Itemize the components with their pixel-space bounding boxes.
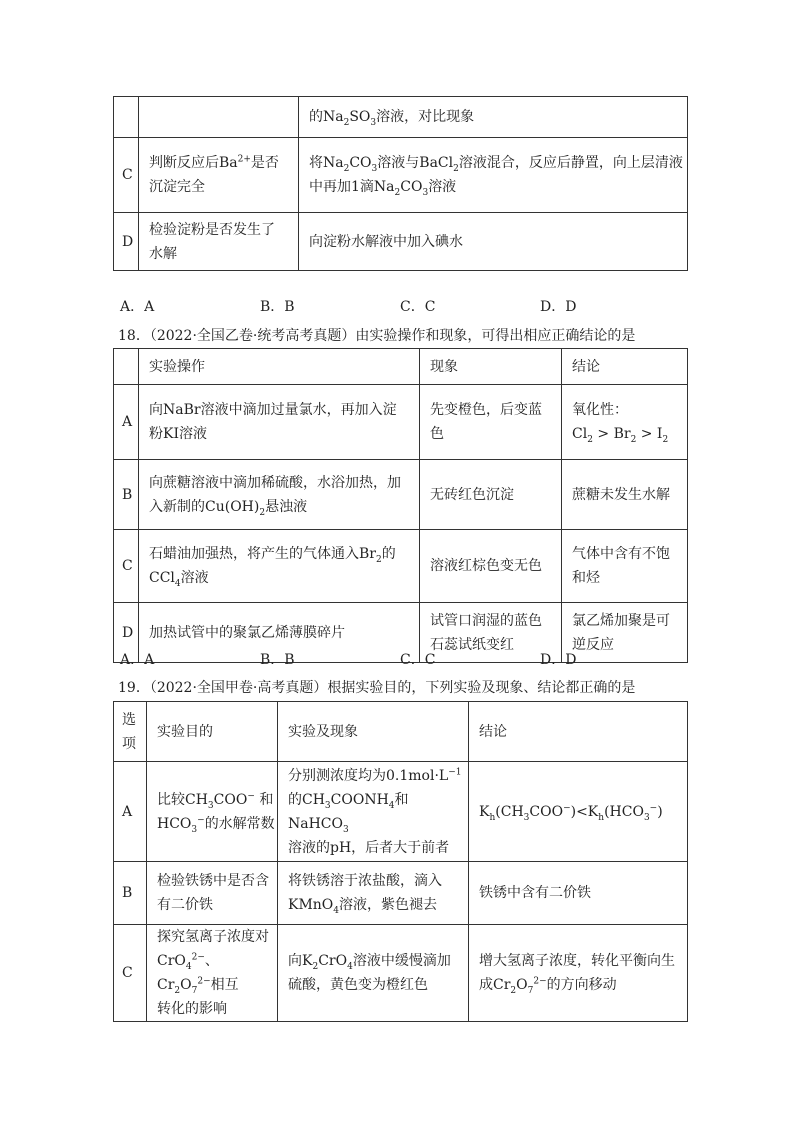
phenomenon-cell: 溶液红棕色变无色 [420,530,562,603]
phenomenon-cell: 先变橙色，后变蓝色 [420,385,562,460]
operation-cell: 将$Na_2CO_3$溶液与BaCl$_2$溶液混合，反应后静置，向上层清液 中再加1滴$Na_2CO_3$溶液 [299,138,688,213]
option-label: D [114,213,139,271]
choice-b[interactable]: B．B [260,299,295,315]
operation-cell: 加热试管中的聚氯乙烯薄膜碎片 [139,603,420,663]
option-label: C [114,138,139,213]
purpose-cell: 比较$CH_3COO^-$ 和 $HCO_3^-$的水解常数 [147,762,278,862]
table-row [114,138,688,213]
question-19-table [113,701,688,1022]
option-label: C [114,530,139,603]
choice-a[interactable]: A．A [120,652,155,668]
table-row [114,385,688,460]
conclusion-cell: 氯乙烯加聚是可逆反应 [562,603,688,663]
table-row [114,97,688,138]
header-phenomenon: 现象 [420,349,562,385]
choice-a[interactable]: A．A [120,299,155,315]
table-row [114,925,688,1022]
option-label: A [114,385,139,460]
conclusion-cell: 氧化性： $Cl_2 > Br_2 > I_2$ [562,385,688,460]
prev-question-table [113,96,688,271]
question-19-title: 19．（2022·全国甲卷·高考真题）根据实验目的，下列实验及现象、结论都正确的是 [118,680,636,696]
header-blank [114,349,139,385]
option-label: B [114,460,139,530]
table-row [114,862,688,925]
option-label: A [114,762,147,862]
conclusion-cell: $K_h(CH_3COO^-)<K_h(HCO_3^-)$ [469,762,688,862]
header-operation: 实验操作 [139,349,420,385]
phenomenon-cell: 试管口润湿的蓝色石蕊试纸变红 [420,603,562,663]
operation-cell: 石蜡油加强热，将产生的气体通入$Br_2$的 CCl$_4$溶液 [139,530,420,603]
table-row [114,460,688,530]
conclusion-cell: 铁锈中含有二价铁 [469,862,688,925]
table-row [114,762,688,862]
experiment-cell: 向$K_2CrO_4$溶液中缓慢滴加 硫酸，黄色变为橙红色 [278,925,469,1022]
purpose-cell [139,97,299,138]
choice-b[interactable]: B．B [260,652,295,668]
conclusion-cell: 气体中含有不饱和烃 [562,530,688,603]
table-row [114,213,688,271]
option-label: D [114,603,139,663]
option-label [114,97,139,138]
operation-cell: 向淀粉水解液中加入碘水 [299,213,688,271]
purpose-cell: 检验铁锈中是否含有二价铁 [147,862,278,925]
conclusion-cell: 蔗糖未发生水解 [562,460,688,530]
experiment-cell: 将铁锈溶于浓盐酸，滴入 KMnO$_4$溶液，紫色褪去 [278,862,469,925]
header-experiment: 实验及现象 [278,702,469,762]
header-purpose: 实验目的 [147,702,278,762]
header-conclusion: 结论 [562,349,688,385]
choice-c[interactable]: C．C [400,652,436,668]
purpose-cell: 判断反应后$Ba^{2+}$是否 沉淀完全 [139,138,299,213]
phenomenon-cell: 无砖红色沉淀 [420,460,562,530]
purpose-cell: 检验淀粉是否发生了水解 [139,213,299,271]
operation-cell: 向NaBr溶液中滴加过量氯水，再加入淀 粉KI溶液 [139,385,420,460]
operation-cell: 向蔗糖溶液中滴加稀硫酸，水浴加热，加 入新制的$Cu(OH)_2$悬浊液 [139,460,420,530]
experiment-cell: 分别测浓度均为$0.1mol\cdot L^{-1}$ 的$CH_3COONH_4$和NaHCO$_3$ 溶液的pH，后者大于前者 [278,762,469,862]
table-header-row [114,349,688,385]
choice-d[interactable]: D．D [540,652,577,668]
purpose-cell: 探究氢离子浓度对 CrO$_4^{2-}$、$Cr_2O_7^{2-}$相互 转化的影响 [147,925,278,1022]
table-row [114,530,688,603]
header-conclusion: 结论 [469,702,688,762]
operation-cell: 的$Na_2SO_3$溶液，对比现象 [299,97,688,138]
question-18-table [113,348,688,663]
conclusion-cell: 增大氢离子浓度，转化平衡向生 成$Cr_2O_7^{2-}$的方向移动 [469,925,688,1022]
choice-d[interactable]: D．D [540,299,577,315]
header-option: 选 项 [114,702,147,762]
option-label: C [114,925,147,1022]
option-label: B [114,862,147,925]
choice-c[interactable]: C．C [400,299,436,315]
table-header-row [114,702,688,762]
question-18-title: 18．（2022·全国乙卷·统考高考真题）由实验操作和现象，可得出相应正确结论的是 [118,328,636,344]
